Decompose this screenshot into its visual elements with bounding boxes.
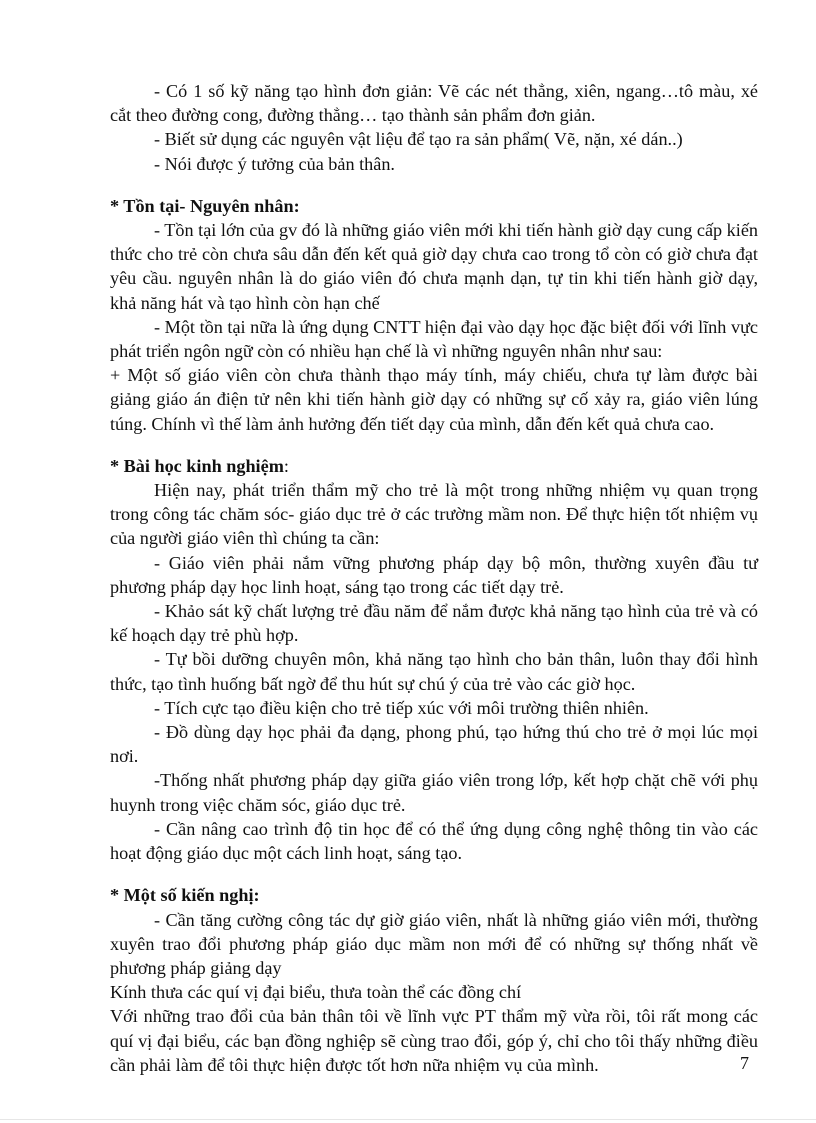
paragraph-bai-hoc-2: - Khảo sát kỹ chất lượng trẻ đầu năm để nắm được khả năng tạo hình của trẻ và có kế hoạch dạy trẻ phù hợp. xyxy=(110,601,758,646)
paragraph-skills: - Có 1 số kỹ năng tạo hình đơn giản: Vẽ các nét thẳng, xiên, ngang…tô màu, xé cắt theo đường cong, đường thẳng… tạo thành sản phẩm đơn giản. xyxy=(110,81,758,126)
page-bottom-divider xyxy=(0,1119,816,1120)
paragraph-bai-hoc-intro: Hiện nay, phát triển thẩm mỹ cho trẻ là một trong những nhiệm vụ quan trọng trong công tác chăm sóc- giáo dục trẻ ở các trường mầm non. Để thực hiện tốt nhiệm vụ của người giáo viên thì chúng ta cần: xyxy=(110,480,758,549)
paragraph-bai-hoc-5: - Đồ dùng dạy học phải đa dạng, phong phú, tạo hứng thú cho trẻ ở mọi lúc mọi nơi. xyxy=(110,722,758,767)
paragraph-ton-tai-3: + Một số giáo viên còn chưa thành thạo máy tính, máy chiếu, chưa tự làm được bài giảng giáo án điện tử nên khi tiến hành giờ dạy có những sự cố xảy ra, giáo viên lúng túng. Chính vì thế làm ảnh hưởng đến tiết dạy của mình, dẫn đến kết quả chưa cao. xyxy=(110,365,758,434)
heading-bai-hoc-text: * Bài học kinh nghiệm xyxy=(110,455,284,476)
paragraph-ideas: - Nói được ý tưởng của bản thân. xyxy=(154,153,395,174)
paragraph-closing-greeting: Kính thưa các quí vị đại biểu, thưa toàn thể các đồng chí xyxy=(110,982,522,1003)
paragraph-bai-hoc-6: -Thống nhất phương pháp dạy giữa giáo viên trong lớp, kết hợp chặt chẽ với phụ huynh trong việc chăm sóc, giáo dục trẻ. xyxy=(110,770,758,815)
heading-kien-nghi: * Một số kiến nghị: xyxy=(110,885,260,906)
paragraph-closing-request: Với những trao đổi của bản thân tôi về lĩnh vực PT thẩm mỹ vừa rồi, tôi rất mong các quí vị đại biểu, các bạn đồng nghiệp sẽ cùng trao đổi, góp ý, chỉ cho tôi thấy những điều cần phải làm để tôi thực hiện được tốt hơn nữa nhiệm vụ của mình. xyxy=(110,1006,758,1075)
paragraph-bai-hoc-1: - Giáo viên phải nắm vững phương pháp dạy bộ môn, thường xuyên đầu tư phương pháp dạy học linh hoạt, sáng tạo trong các tiết dạy trẻ. xyxy=(110,552,758,597)
heading-ton-tai: * Tồn tại- Nguyên nhân: xyxy=(110,195,300,216)
heading-bai-hoc xyxy=(110,454,758,478)
paragraph-ton-tai-2: - Một tồn tại nữa là ứng dụng CNTT hiện đại vào dạy học đặc biệt đối với lĩnh vực phát triển ngôn ngữ còn có nhiều hạn chế là vì những nguyên nhân như sau: xyxy=(110,316,758,362)
paragraph-ton-tai-1: - Tồn tại lớn của gv đó là những giáo viên mới khi tiến hành giờ dạy cung cấp kiến thức cho trẻ còn chưa sâu dẫn đến kết quả giờ dạy chưa cao trong tổ còn có giờ chưa đạt yêu cầu. nguyên nhân là do giáo viên đó chưa mạnh dạn, tự tin khi tiến hành giờ dạy, khả năng hát và tạo hình còn hạn chế xyxy=(110,220,758,313)
document-body xyxy=(110,79,758,1077)
paragraph-bai-hoc-3: - Tự bồi dưỡng chuyên môn, khả năng tạo hình cho bản thân, luôn thay đổi hình thức, tạo tình huống bất ngờ để thu hút sự chú ý của trẻ vào các giờ học. xyxy=(110,649,758,694)
paragraph-bai-hoc-4: - Tích cực tạo điều kiện cho trẻ tiếp xúc với môi trường thiên nhiên. xyxy=(154,697,649,718)
heading-bai-hoc-colon: : xyxy=(283,455,289,476)
paragraph-bai-hoc-7: - Cần nâng cao trình độ tin học để có thể ứng dụng công nghệ thông tin vào các hoạt động giáo dục một cách linh hoạt, sáng tạo. xyxy=(110,818,758,864)
paragraph-kien-nghi-1: - Cần tăng cường công tác dự giờ giáo viên, nhất là những giáo viên mới, thường xuyên trao đổi phương pháp giáo dục mầm non mới để có những sự thống nhất về phương pháp giảng dạy xyxy=(110,909,758,978)
paragraph-materials: - Biết sử dụng các nguyên vật liệu để tạo ra sản phẩm( Vẽ, nặn, xé dán..) xyxy=(154,129,683,150)
page-number: 7 xyxy=(740,1053,749,1073)
